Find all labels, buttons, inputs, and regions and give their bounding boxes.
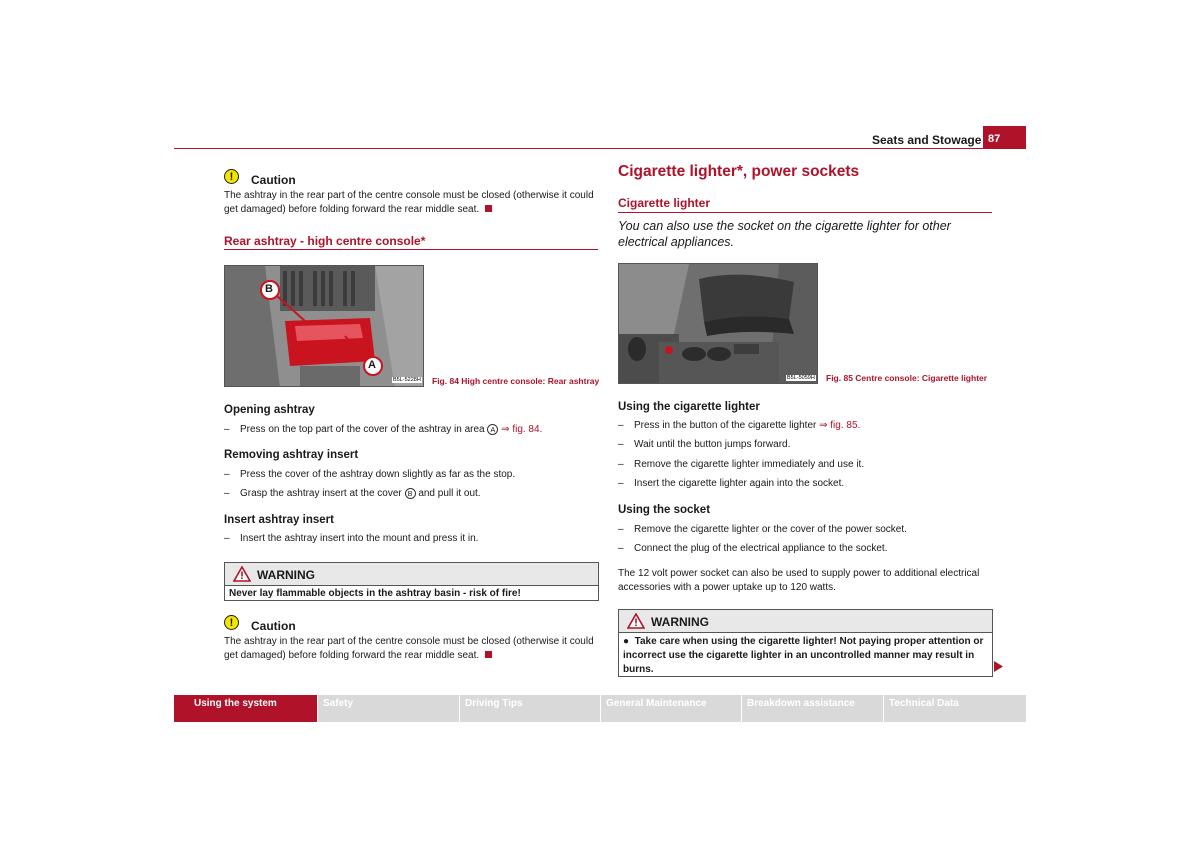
continue-arrow-icon[interactable]	[994, 661, 1003, 672]
section-title: Seats and Stowage	[872, 133, 982, 147]
nav-tab-general-maintenance[interactable]: General Maintenance	[601, 695, 741, 722]
warning-triangle-icon	[233, 566, 251, 582]
warning-title: WARNING	[651, 615, 709, 629]
warning-text-body: Take care when using the cigarette lighter! Not paying proper attention or incorrect use the cigarette lighter in an uncontrolled manner may result in burns.	[623, 636, 984, 675]
list-item-text: Press on the top part of the cover of the ashtray in area	[240, 424, 485, 435]
list-item-text: Wait until the button jumps forward.	[634, 439, 791, 450]
figure-84-image	[224, 265, 424, 387]
intro-text: You can also use the socket on the cigarette lighter for other electrical appliances.	[618, 219, 951, 249]
using-socket-heading: Using the socket	[618, 504, 711, 516]
opening-ashtray-heading: Opening ashtray	[224, 404, 315, 416]
warning-box	[618, 609, 993, 677]
nav-tab-safety[interactable]: Safety	[318, 695, 459, 722]
removing-insert-heading: Removing ashtray insert	[224, 449, 359, 461]
caution-title: Caution	[251, 619, 296, 633]
socket-note: The 12 volt power socket can also be used to supply power to additional electrical accessories with a power uptake up to 120 watts.	[618, 568, 980, 593]
list-item: – Connect the plug of the electrical appliance to the socket.	[618, 543, 888, 554]
caution-icon: !	[224, 615, 239, 630]
nav-tab-breakdown-assistance[interactable]: Breakdown assistance	[742, 695, 883, 722]
figure-link[interactable]: ⇒ fig. 85.	[819, 420, 861, 431]
list-item-text: Press the cover of the ashtray down slightly as far as the stop.	[240, 469, 516, 480]
caution-text	[224, 635, 600, 663]
list-item: – Wait until the button jumps forward.	[618, 439, 791, 450]
nav-tab-using-the-system[interactable]: Using the system	[174, 695, 317, 722]
figure-link[interactable]: ⇒ fig. 84.	[501, 424, 543, 435]
caution-icon: !	[224, 169, 239, 184]
end-marker-icon	[485, 651, 492, 658]
label-b: B	[265, 283, 273, 295]
ashtray-illustration	[225, 266, 424, 387]
warning-header	[619, 610, 992, 633]
list-item-text: Insert the ashtray insert into the mount and press it in.	[240, 533, 479, 544]
list-item: – Press the cover of the ashtray down slightly as far as the stop.	[224, 469, 516, 480]
list-item: – Remove the cigarette lighter immediately and use it.	[618, 459, 865, 470]
cigarette-lighter-heading: Cigarette lighter	[618, 196, 711, 210]
heading-rule	[224, 249, 598, 250]
warning-title: WARNING	[257, 568, 315, 582]
nav-tab-driving-tips[interactable]: Driving Tips	[460, 695, 600, 722]
figure-84-caption: Fig. 84 High centre console: Rear ashtray	[432, 376, 600, 386]
end-marker-icon	[485, 205, 492, 212]
centre-console-illustration	[619, 264, 818, 384]
caution-text	[224, 189, 600, 217]
using-lighter-heading: Using the cigarette lighter	[618, 401, 760, 413]
rear-ashtray-heading: Rear ashtray - high centre console*	[224, 234, 426, 248]
caution-title: Caution	[251, 173, 296, 187]
main-heading: Cigarette lighter*, power sockets	[618, 163, 860, 180]
callout-a: A	[487, 424, 498, 435]
list-item: – Remove the cigarette lighter or the cover of the power socket.	[618, 524, 907, 535]
caution-text-body: The ashtray in the rear part of the centre console must be closed (otherwise it could get damaged) before folding forward the rear middle seat.	[224, 636, 594, 661]
list-item-text: Connect the plug of the electrical appliance to the socket.	[634, 543, 888, 554]
list-item: – Insert the cigarette lighter again into the socket.	[618, 478, 845, 489]
page-number: 87	[983, 126, 1026, 149]
header-rule	[174, 148, 1026, 149]
nav-tab-technical-data[interactable]: Technical Data	[884, 695, 1026, 722]
caution-text-body: The ashtray in the rear part of the centre console must be closed (otherwise it could get damaged) before folding forward the rear middle seat.	[224, 190, 594, 215]
figure-code: B5L-5228H	[393, 377, 421, 383]
list-item: – Press in the button of the cigarette lighter ⇒ fig. 85.	[618, 420, 861, 431]
figure-85-caption: Fig. 85 Centre console: Cigarette lighter	[826, 373, 988, 383]
figure-85-image	[618, 263, 818, 384]
warning-header	[225, 563, 598, 586]
warning-text	[619, 633, 992, 679]
list-item-text-end: and pull it out.	[418, 488, 481, 499]
warning-triangle-icon	[627, 613, 645, 629]
list-item: – Insert the ashtray insert into the mount and press it in.	[224, 533, 479, 544]
warning-text: Never lay flammable objects in the ashtray basin - risk of fire!	[229, 588, 521, 599]
callout-b: B	[405, 488, 416, 499]
bullet-icon: ●	[623, 636, 635, 647]
list-item: – Press on the top part of the cover of the ashtray in area A ⇒ fig. 84.	[224, 424, 543, 435]
list-item-text: Remove the cigarette lighter immediately and use it.	[634, 459, 865, 470]
list-item-text: Grasp the ashtray insert at the cover	[240, 488, 402, 499]
heading-rule	[618, 212, 992, 213]
list-item-text: Insert the cigarette lighter again into the socket.	[634, 478, 845, 489]
list-item-text: Remove the cigarette lighter or the cover of the power socket.	[634, 524, 907, 535]
list-item-text: Press in the button of the cigarette lighter	[634, 420, 817, 431]
list-item: – Grasp the ashtray insert at the cover B and pull it out.	[224, 488, 481, 499]
figure-code: B5L-5059H	[787, 375, 815, 381]
label-a: A	[368, 359, 376, 371]
warning-box	[224, 562, 599, 601]
insert-insert-heading: Insert ashtray insert	[224, 514, 334, 526]
